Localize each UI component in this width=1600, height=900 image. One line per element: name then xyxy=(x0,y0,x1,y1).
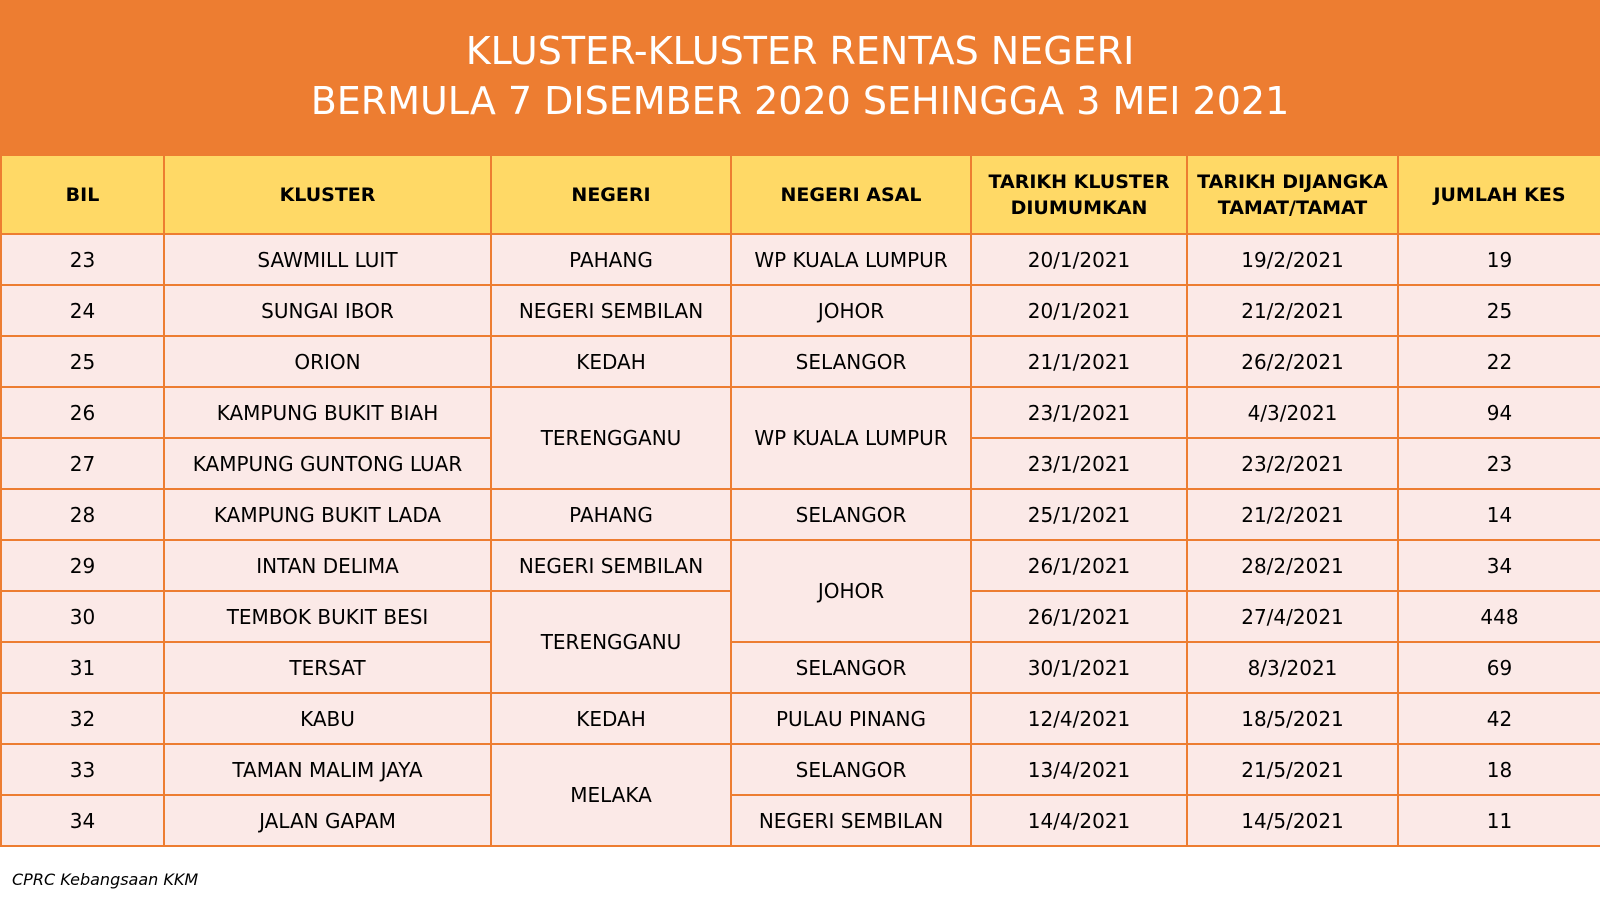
cell-bil: 29 xyxy=(1,540,164,591)
cell-bil: 23 xyxy=(1,234,164,285)
cell-bil: 26 xyxy=(1,387,164,438)
cell-bil: 31 xyxy=(1,642,164,693)
cell-tarikh-diumumkan: 25/1/2021 xyxy=(971,489,1187,540)
cell-tarikh-diumumkan: 21/1/2021 xyxy=(971,336,1187,387)
table-row xyxy=(1,489,1600,540)
cell-kluster: JALAN GAPAM xyxy=(164,795,491,846)
cell-tarikh-diumumkan: 14/4/2021 xyxy=(971,795,1187,846)
cell-negeri-asal: WP KUALA LUMPUR xyxy=(731,234,971,285)
cell-tarikh-tamat: 28/2/2021 xyxy=(1187,540,1398,591)
cell-tarikh-tamat: 26/2/2021 xyxy=(1187,336,1398,387)
cell-tarikh-tamat: 8/3/2021 xyxy=(1187,642,1398,693)
table-row xyxy=(1,234,1600,285)
cell-negeri-asal: JOHOR xyxy=(731,285,971,336)
cell-negeri: NEGERI SEMBILAN xyxy=(491,285,731,336)
cell-tarikh-tamat: 4/3/2021 xyxy=(1187,387,1398,438)
cell-bil: 27 xyxy=(1,438,164,489)
page-title: KLUSTER-KLUSTER RENTAS NEGERI xyxy=(465,29,1135,73)
cell-bil: 25 xyxy=(1,336,164,387)
cell-negeri-asal: WP KUALA LUMPUR xyxy=(731,387,971,489)
cell-negeri-asal: JOHOR xyxy=(731,540,971,642)
cell-kluster: KAMPUNG BUKIT LADA xyxy=(164,489,491,540)
cell-negeri-asal: SELANGOR xyxy=(731,642,971,693)
cell-jumlah-kes: 23 xyxy=(1398,438,1600,489)
cell-kluster: TEMBOK BUKIT BESI xyxy=(164,591,491,642)
cell-tarikh-diumumkan: 26/1/2021 xyxy=(971,591,1187,642)
cell-bil: 28 xyxy=(1,489,164,540)
column-header-tarikh-tamat-line2: TAMAT/TAMAT xyxy=(1217,196,1368,219)
cell-tarikh-diumumkan: 23/1/2021 xyxy=(971,387,1187,438)
cell-kluster: INTAN DELIMA xyxy=(164,540,491,591)
cell-tarikh-tamat: 21/2/2021 xyxy=(1187,285,1398,336)
cell-negeri-asal: SELANGOR xyxy=(731,744,971,795)
column-header-tarikh-diumumkan-line1: TARIKH KLUSTER xyxy=(988,170,1170,193)
column-header-negeri-asal: NEGERI ASAL xyxy=(731,155,971,234)
cell-negeri: KEDAH xyxy=(491,336,731,387)
cell-negeri-asal: SELANGOR xyxy=(731,336,971,387)
cell-kluster: SUNGAI IBOR xyxy=(164,285,491,336)
cell-jumlah-kes: 448 xyxy=(1398,591,1600,642)
cell-negeri: NEGERI SEMBILAN xyxy=(491,540,731,591)
cell-tarikh-tamat: 21/2/2021 xyxy=(1187,489,1398,540)
cell-jumlah-kes: 14 xyxy=(1398,489,1600,540)
cell-bil: 34 xyxy=(1,795,164,846)
table-row xyxy=(1,387,1600,438)
cell-negeri: KEDAH xyxy=(491,693,731,744)
cell-tarikh-diumumkan: 20/1/2021 xyxy=(971,234,1187,285)
cell-negeri: TERENGGANU xyxy=(491,387,731,489)
table-row xyxy=(1,285,1600,336)
page-subtitle: BERMULA 7 DISEMBER 2020 SEHINGGA 3 MEI 2021 xyxy=(310,79,1290,123)
cell-tarikh-diumumkan: 13/4/2021 xyxy=(971,744,1187,795)
cell-bil: 30 xyxy=(1,591,164,642)
cell-jumlah-kes: 94 xyxy=(1398,387,1600,438)
cell-kluster: SAWMILL LUIT xyxy=(164,234,491,285)
clusters-table xyxy=(0,154,1600,847)
cell-tarikh-diumumkan: 20/1/2021 xyxy=(971,285,1187,336)
cell-tarikh-tamat: 27/4/2021 xyxy=(1187,591,1398,642)
cell-negeri-asal: PULAU PINANG xyxy=(731,693,971,744)
column-header-tarikh-diumumkan xyxy=(971,155,1187,234)
cell-negeri-asal: NEGERI SEMBILAN xyxy=(731,795,971,846)
table-row xyxy=(1,336,1600,387)
cell-bil: 32 xyxy=(1,693,164,744)
cell-negeri: MELAKA xyxy=(491,744,731,846)
table-row xyxy=(1,642,1600,693)
cell-tarikh-tamat: 21/5/2021 xyxy=(1187,744,1398,795)
cell-bil: 33 xyxy=(1,744,164,795)
cell-tarikh-tamat: 18/5/2021 xyxy=(1187,693,1398,744)
source-credit: CPRC Kebangsaan KKM xyxy=(12,870,199,889)
cell-jumlah-kes: 69 xyxy=(1398,642,1600,693)
cell-tarikh-tamat: 19/2/2021 xyxy=(1187,234,1398,285)
table-header-row xyxy=(1,155,1600,234)
cell-negeri: PAHANG xyxy=(491,234,731,285)
cell-jumlah-kes: 11 xyxy=(1398,795,1600,846)
cell-tarikh-tamat: 23/2/2021 xyxy=(1187,438,1398,489)
table-row xyxy=(1,744,1600,795)
cell-kluster: ORION xyxy=(164,336,491,387)
cell-kluster: KAMPUNG GUNTONG LUAR xyxy=(164,438,491,489)
cell-negeri-asal: SELANGOR xyxy=(731,489,971,540)
cell-negeri: TERENGGANU xyxy=(491,591,731,693)
title-banner xyxy=(0,0,1600,154)
cell-jumlah-kes: 18 xyxy=(1398,744,1600,795)
cell-tarikh-diumumkan: 26/1/2021 xyxy=(971,540,1187,591)
cell-kluster: TAMAN MALIM JAYA xyxy=(164,744,491,795)
cell-jumlah-kes: 19 xyxy=(1398,234,1600,285)
table-row xyxy=(1,795,1600,846)
column-header-kluster: KLUSTER xyxy=(164,155,491,234)
cell-bil: 24 xyxy=(1,285,164,336)
column-header-tarikh-diumumkan-line2: DIUMUMKAN xyxy=(1010,196,1148,219)
column-header-jumlah-kes: JUMLAH KES xyxy=(1398,155,1600,234)
cell-jumlah-kes: 42 xyxy=(1398,693,1600,744)
cell-negeri: PAHANG xyxy=(491,489,731,540)
cell-tarikh-diumumkan: 12/4/2021 xyxy=(971,693,1187,744)
column-header-negeri: NEGERI xyxy=(491,155,731,234)
column-header-tarikh-tamat-line1: TARIKH DIJANGKA xyxy=(1197,170,1388,193)
cell-jumlah-kes: 25 xyxy=(1398,285,1600,336)
cell-tarikh-diumumkan: 23/1/2021 xyxy=(971,438,1187,489)
cell-kluster: KABU xyxy=(164,693,491,744)
cell-jumlah-kes: 34 xyxy=(1398,540,1600,591)
cell-kluster: TERSAT xyxy=(164,642,491,693)
cell-kluster: KAMPUNG BUKIT BIAH xyxy=(164,387,491,438)
cell-tarikh-tamat: 14/5/2021 xyxy=(1187,795,1398,846)
cell-tarikh-diumumkan: 30/1/2021 xyxy=(971,642,1187,693)
cell-jumlah-kes: 22 xyxy=(1398,336,1600,387)
table-row xyxy=(1,540,1600,591)
column-header-tarikh-tamat xyxy=(1187,155,1398,234)
column-header-bil: BIL xyxy=(1,155,164,234)
table-row xyxy=(1,693,1600,744)
